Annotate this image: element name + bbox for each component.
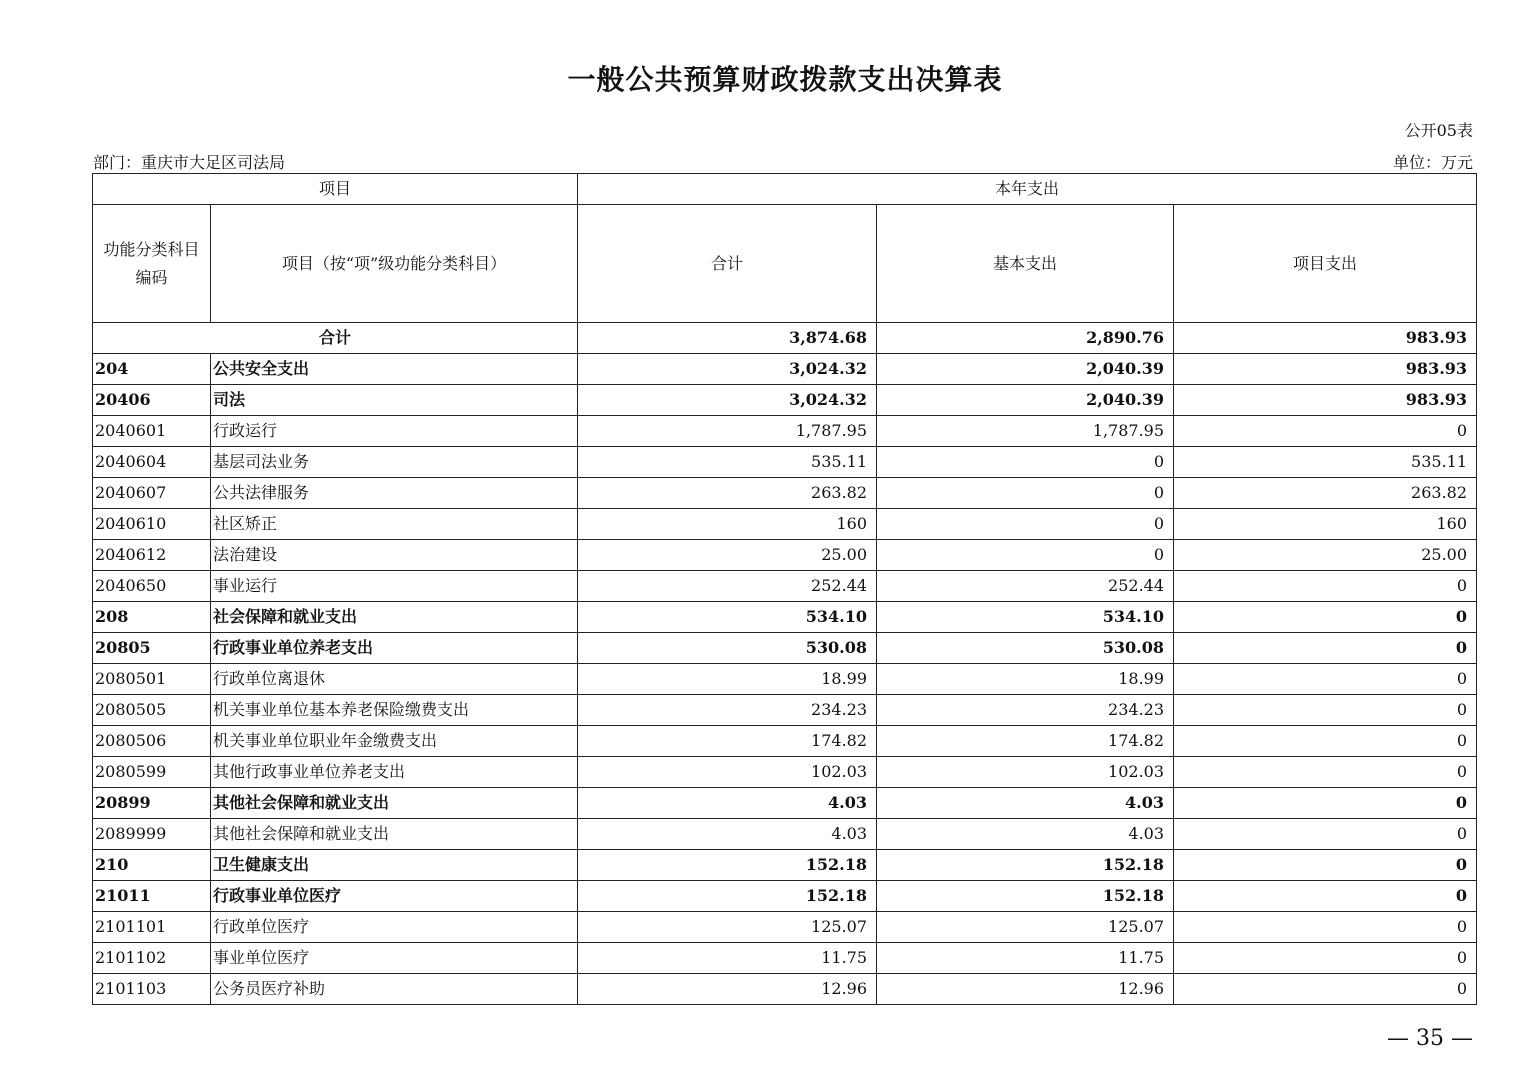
row-basic: 174.82 <box>877 726 1174 757</box>
unit-label: 单位：万元 <box>1392 153 1473 172</box>
row-basic: 12.96 <box>877 974 1174 1005</box>
row-code: 21011 <box>93 881 211 912</box>
table-row <box>93 447 1477 478</box>
table-row <box>93 540 1477 571</box>
row-code: 20406 <box>93 385 211 416</box>
row-name: 事业运行 <box>211 571 578 602</box>
row-basic: 18.99 <box>877 664 1174 695</box>
row-name: 卫生健康支出 <box>211 850 578 881</box>
row-project: 983.93 <box>1174 354 1477 385</box>
row-total: 234.23 <box>578 695 877 726</box>
row-code: 2080506 <box>93 726 211 757</box>
header-total: 合计 <box>578 205 877 323</box>
header-current-year: 本年支出 <box>578 174 1477 205</box>
row-name: 机关事业单位基本养老保险缴费支出 <box>211 695 578 726</box>
row-basic: 0 <box>877 509 1174 540</box>
row-code: 2040650 <box>93 571 211 602</box>
row-total: 102.03 <box>578 757 877 788</box>
row-code: 2101102 <box>93 943 211 974</box>
row-basic: 530.08 <box>877 633 1174 664</box>
row-project: 0 <box>1174 788 1477 819</box>
table-row <box>93 881 1477 912</box>
table-row <box>93 912 1477 943</box>
table-row <box>93 943 1477 974</box>
row-total: 174.82 <box>578 726 877 757</box>
row-name: 行政运行 <box>211 416 578 447</box>
row-total: 3,024.32 <box>578 354 877 385</box>
row-project: 0 <box>1174 974 1477 1005</box>
row-code: 2080505 <box>93 695 211 726</box>
table-row <box>93 788 1477 819</box>
row-code: 2040604 <box>93 447 211 478</box>
table-row <box>93 602 1477 633</box>
row-name: 行政单位离退休 <box>211 664 578 695</box>
row-name: 其他行政事业单位养老支出 <box>211 757 578 788</box>
row-total: 160 <box>578 509 877 540</box>
row-total: 152.18 <box>578 881 877 912</box>
row-project: 0 <box>1174 695 1477 726</box>
total-label: 合计 <box>93 323 578 354</box>
form-code: 公开05表 <box>1404 121 1473 140</box>
row-code: 2080501 <box>93 664 211 695</box>
row-code: 20805 <box>93 633 211 664</box>
row-basic: 152.18 <box>877 881 1174 912</box>
row-project: 0 <box>1174 757 1477 788</box>
table-row <box>93 819 1477 850</box>
page-title: 一般公共预算财政拨款支出决算表 <box>567 63 1003 96</box>
row-project: 0 <box>1174 633 1477 664</box>
row-project: 0 <box>1174 664 1477 695</box>
table-row <box>93 850 1477 881</box>
row-basic: 234.23 <box>877 695 1174 726</box>
row-project: 0 <box>1174 819 1477 850</box>
row-basic: 102.03 <box>877 757 1174 788</box>
row-basic: 125.07 <box>877 912 1174 943</box>
row-total: 152.18 <box>578 850 877 881</box>
table-row <box>93 974 1477 1005</box>
row-basic: 0 <box>877 540 1174 571</box>
row-basic: 4.03 <box>877 788 1174 819</box>
row-name: 机关事业单位职业年金缴费支出 <box>211 726 578 757</box>
row-code: 20899 <box>93 788 211 819</box>
total-project: 983.93 <box>1174 323 1477 354</box>
row-name: 公共法律服务 <box>211 478 578 509</box>
row-basic: 534.10 <box>877 602 1174 633</box>
row-name: 基层司法业务 <box>211 447 578 478</box>
row-code: 2040601 <box>93 416 211 447</box>
row-code: 2040612 <box>93 540 211 571</box>
row-project: 160 <box>1174 509 1477 540</box>
header-project-exp: 项目支出 <box>1174 205 1477 323</box>
header-code-line1: 功能分类科目 <box>103 239 200 259</box>
table-row <box>93 509 1477 540</box>
row-basic: 0 <box>877 478 1174 509</box>
table-row <box>93 633 1477 664</box>
table-row <box>93 354 1477 385</box>
table-row <box>93 664 1477 695</box>
row-name: 其他社会保障和就业支出 <box>211 788 578 819</box>
row-name: 行政事业单位医疗 <box>211 881 578 912</box>
row-name: 社会保障和就业支出 <box>211 602 578 633</box>
total-total: 3,874.68 <box>578 323 877 354</box>
table-row <box>93 478 1477 509</box>
row-project: 0 <box>1174 912 1477 943</box>
row-name: 行政单位医疗 <box>211 912 578 943</box>
row-basic: 0 <box>877 447 1174 478</box>
total-basic: 2,890.76 <box>877 323 1174 354</box>
table-row <box>93 726 1477 757</box>
page-number: — 35 — <box>1387 1026 1473 1051</box>
row-basic: 4.03 <box>877 819 1174 850</box>
row-basic: 152.18 <box>877 850 1174 881</box>
header-item-name: 项目（按“项”级功能分类科目） <box>211 205 578 323</box>
row-code: 2040607 <box>93 478 211 509</box>
row-basic: 2,040.39 <box>877 354 1174 385</box>
row-project: 0 <box>1174 881 1477 912</box>
row-total: 11.75 <box>578 943 877 974</box>
row-total: 534.10 <box>578 602 877 633</box>
row-code: 208 <box>93 602 211 633</box>
row-code: 2101103 <box>93 974 211 1005</box>
row-total: 535.11 <box>578 447 877 478</box>
row-name: 法治建设 <box>211 540 578 571</box>
row-project: 263.82 <box>1174 478 1477 509</box>
row-name: 公务员医疗补助 <box>211 974 578 1005</box>
header-basic: 基本支出 <box>877 205 1174 323</box>
table-row <box>93 695 1477 726</box>
row-project: 0 <box>1174 571 1477 602</box>
row-name: 司法 <box>211 385 578 416</box>
row-basic: 1,787.95 <box>877 416 1174 447</box>
row-code: 2089999 <box>93 819 211 850</box>
header-code-line2: 编码 <box>135 267 168 287</box>
row-basic: 11.75 <box>877 943 1174 974</box>
row-total: 263.82 <box>578 478 877 509</box>
row-basic: 252.44 <box>877 571 1174 602</box>
row-total: 3,024.32 <box>578 385 877 416</box>
row-project: 0 <box>1174 850 1477 881</box>
row-name: 其他社会保障和就业支出 <box>211 819 578 850</box>
row-project: 0 <box>1174 416 1477 447</box>
row-total: 530.08 <box>578 633 877 664</box>
table-row <box>93 416 1477 447</box>
total-row <box>93 323 1477 354</box>
row-project: 0 <box>1174 602 1477 633</box>
row-total: 252.44 <box>578 571 877 602</box>
row-total: 25.00 <box>578 540 877 571</box>
row-code: 2040610 <box>93 509 211 540</box>
expenditure-table <box>92 173 1477 1005</box>
row-project: 983.93 <box>1174 385 1477 416</box>
row-total: 125.07 <box>578 912 877 943</box>
row-code: 2080599 <box>93 757 211 788</box>
row-code: 2101101 <box>93 912 211 943</box>
row-code: 210 <box>93 850 211 881</box>
row-total: 4.03 <box>578 788 877 819</box>
table-row <box>93 571 1477 602</box>
row-project: 25.00 <box>1174 540 1477 571</box>
row-total: 1,787.95 <box>578 416 877 447</box>
table-row <box>93 385 1477 416</box>
row-name: 事业单位医疗 <box>211 943 578 974</box>
row-code: 204 <box>93 354 211 385</box>
row-basic: 2,040.39 <box>877 385 1174 416</box>
header-project: 项目 <box>93 174 578 205</box>
header-code <box>93 205 211 323</box>
row-total: 12.96 <box>578 974 877 1005</box>
row-name: 社区矫正 <box>211 509 578 540</box>
department-label: 部门：重庆市大足区司法局 <box>93 153 286 172</box>
table-row <box>93 757 1477 788</box>
row-project: 0 <box>1174 943 1477 974</box>
row-total: 4.03 <box>578 819 877 850</box>
row-project: 0 <box>1174 726 1477 757</box>
row-project: 535.11 <box>1174 447 1477 478</box>
row-name: 行政事业单位养老支出 <box>211 633 578 664</box>
row-total: 18.99 <box>578 664 877 695</box>
row-name: 公共安全支出 <box>211 354 578 385</box>
